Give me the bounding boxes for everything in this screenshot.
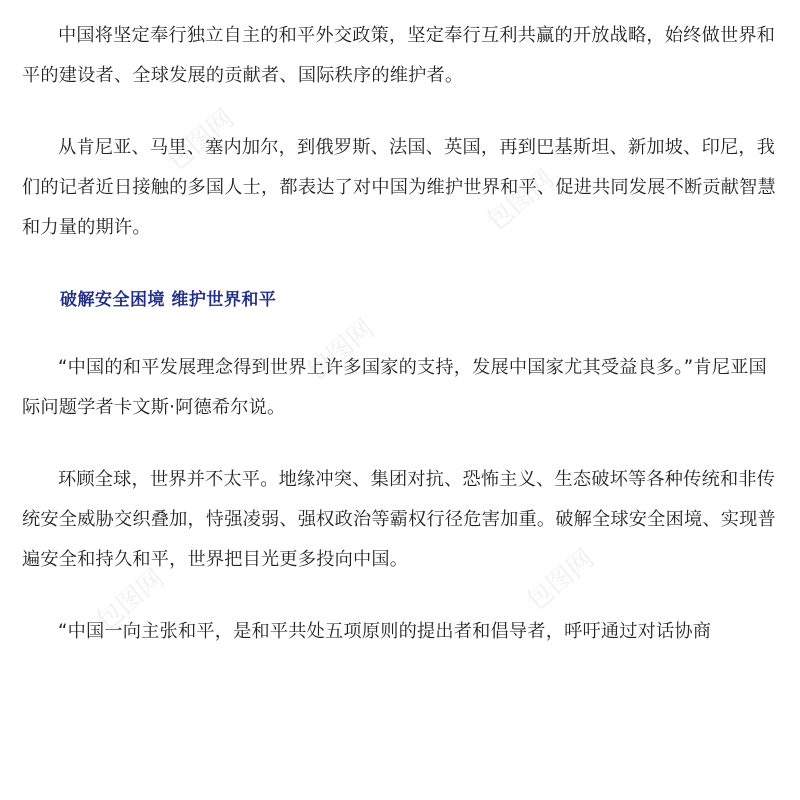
- watermark-text: 包图网: [481, 163, 561, 237]
- paragraph-5: “中国一向主张和平，是和平共处五项原则的提出者和倡导者，呼吁通过对话协商: [58, 621, 712, 642]
- watermark-text: 包图网: [91, 563, 171, 637]
- section-heading: 破解安全困境 维护世界和平: [60, 290, 277, 310]
- paragraph-4: 环顾全球，世界并不太平。地缘冲突、集团对抗、恐怖主义、生态破坏等各种传统和非传统安全威胁交织叠加，恃强凌弱、强权政治等霸权行径危害加重。破解全球安全困境、实现普遍安全和持久和平，世界把目光更多投向中国。: [22, 469, 776, 570]
- watermark-text: 包图网: [161, 103, 241, 177]
- paragraph-2: 从肯尼亚、马里、塞内加尔，到俄罗斯、法国、英国，再到巴基斯坦、新加坡、印尼，我们的记者近日接触的多国人士，都表达了对中国为维护世界和平、促进共同发展不断贡献智慧和力量的期许。: [22, 137, 776, 238]
- paragraph-3: “中国的和平发展理念得到世界上许多国家的支持，发展中国家尤其受益良多。”肯尼亚国际问题学者卡文斯·阿德希尔说。: [22, 357, 767, 418]
- watermark-text: 包图网: [301, 313, 381, 387]
- article-body: [22, 16, 782, 652]
- watermark-text: 包图网: [521, 543, 601, 617]
- paragraph-1: 中国将坚定奉行独立自主的和平外交政策，坚定奉行互利共赢的开放战略，始终做世界和平的建设者、全球发展的贡献者、国际秩序的维护者。: [22, 25, 776, 86]
